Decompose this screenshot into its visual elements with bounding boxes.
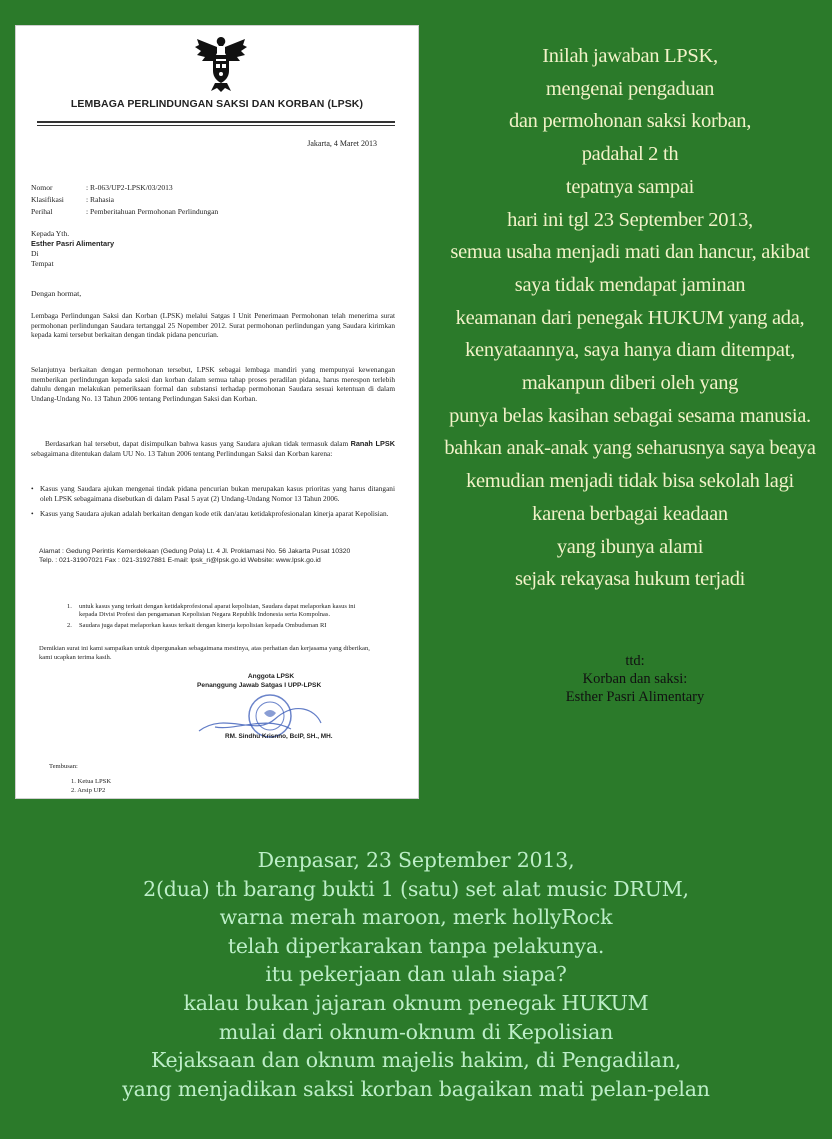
note-text: Saudara juga dapat melaporkan kasus terkait dengan kinerja kepolisian kepada Ombudsman RI bbox=[79, 621, 327, 629]
letter-document bbox=[15, 25, 419, 799]
statement-line: mulai dari oknum-oknum di Kepolisian bbox=[218, 1019, 614, 1044]
commentary-line: kemudian menjadi tidak bisa sekolah lagi bbox=[466, 470, 794, 493]
ttd-name: Esther Pasri Alimentary bbox=[565, 689, 705, 705]
list-item: • Kasus yang Saudara ajukan adalah berkaitan dengan kode etik dan/atau ketidakprofesionalan kinerja aparat Kepolisian. bbox=[31, 509, 395, 519]
commentary-line: karena berbagai keadaan bbox=[532, 502, 728, 525]
meta-key: Perihal bbox=[31, 207, 53, 216]
salutation: Dengan hormat, bbox=[31, 289, 82, 298]
recipient-greeting: Kepada Yth. bbox=[31, 229, 70, 238]
statement-line: warna merah maroon, merk hollyRock bbox=[219, 905, 613, 930]
notes-list bbox=[67, 603, 367, 632]
commentary-line: semua usaha menjadi mati dan hancur, akibat bbox=[450, 241, 810, 264]
address-line: Alamat : Gedung Perintis Kemerdekaan (Gedung Pola) Lt. 4 Jl. Proklamasi No. 56 Jakarta Pusat 10320 bbox=[39, 548, 351, 555]
garuda-emblem-icon bbox=[193, 33, 249, 93]
list-item bbox=[67, 603, 367, 620]
cc-item: 2. Arsip UP2 bbox=[71, 786, 106, 794]
header-divider bbox=[37, 121, 395, 126]
commentary-line: dan permohonan saksi korban, bbox=[508, 110, 752, 133]
contact-line: Telp. : 021-31907021 Fax : 021-31927881 E-mail: lpsk_ri@lpsk.go.id Website: www.lpsk.go.id bbox=[39, 557, 321, 565]
recipient-block bbox=[31, 229, 114, 269]
cc-block bbox=[49, 763, 111, 796]
commentary-line: yang ibunya alami bbox=[556, 535, 704, 558]
sign-title-2: Penanggung Jawab Satgas I UPP-LPSK bbox=[197, 681, 322, 689]
cc-title: Tembusan: bbox=[49, 763, 78, 770]
statement-line: itu pekerjaan dan ulah siapa? bbox=[265, 962, 567, 987]
commentary-line: mengenai pengaduan bbox=[545, 77, 715, 100]
statement-line: telah diperkarakan tanpa pelakunya. bbox=[227, 933, 605, 958]
recipient-name: Esther Pasri Alimentary bbox=[31, 239, 115, 249]
right-commentary bbox=[438, 40, 822, 596]
bottom-statement bbox=[0, 846, 832, 1103]
note-number: 1. bbox=[67, 603, 72, 610]
meta-key: Klasifikasi bbox=[31, 195, 64, 204]
meta-row-nomor bbox=[31, 183, 173, 193]
ttd-role: Korban dan saksi: bbox=[582, 671, 688, 687]
recipient-place: Tempat bbox=[31, 258, 54, 268]
commentary-line: punya belas kasihan sebagai sesama manusia. bbox=[449, 404, 811, 427]
note-text: untuk kasus yang terkait dengan ketidakprofesional aparat kepolisian, Saudara dapat melaporkan kasus ini kepada Divisi Profesi dan pengamanan Kepolisian Negara Republik Indonesia serta Kompolnas. bbox=[79, 603, 356, 619]
statement-line: yang menjadikan saksi korban bagaikan mati pelan-pelan bbox=[122, 1076, 710, 1101]
commentary-line: padahal 2 th bbox=[581, 143, 679, 166]
sign-title-1: Anggota LPSK bbox=[247, 673, 295, 680]
commentary-line: keamanan dari penegak HUKUM yang ada, bbox=[455, 306, 805, 329]
meta-value: : Pemberitahuan Permohonan Perlindungan bbox=[86, 207, 219, 216]
reason-list bbox=[31, 484, 395, 525]
cc-item: 1. Ketua LPSK bbox=[71, 777, 112, 785]
paragraph-3-bold: Ranah LPSK bbox=[350, 439, 395, 448]
statement-line: Denpasar, 23 September 2013, bbox=[257, 848, 575, 872]
statement-line: kalau bukan jajaran oknum penegak HUKUM bbox=[183, 990, 649, 1015]
list-item bbox=[67, 622, 367, 630]
place-date: Jakarta, 4 Maret 2013 bbox=[307, 139, 377, 148]
ttd-label: ttd: bbox=[625, 653, 645, 669]
paragraph-2: Selanjutnya berkaitan dengan permohonan tersebut, LPSK sebagai lembaga mandiri yang mempunyai kewenangan memberikan perlindungan kepada saksi dan korban dalam semua tahap proses peradilan pidana, harus merespon terlebih dahulu dengan melakukan pemeriksaan formal dan substansi terhadap permohonan Saudara sesuai ketentuan di dalam Undang-Undang No. 13 Tahun 2006 tentang Perlindungan Saksi dan Korban. bbox=[31, 365, 395, 403]
list-item: • Kasus yang Saudara ajukan mengenai tindak pidana pencurian bukan merupakan kasus prioritas yang harus ditangani oleh LPSK sebagaimana disebutkan di dalam Pasal 5 ayat (2) Undang-Undang Nomor 13 Tahun 2006. bbox=[31, 484, 395, 503]
paragraph-3-text-end: sebagaimana ditentukan dalam UU No. 13 Tahun 2006 tentang Perlindungan Saksi dan Korban karena: bbox=[31, 448, 333, 458]
meta-value: : R-063/UP2-LPSK/03/2013 bbox=[86, 183, 173, 192]
meta-value: : Rahasia bbox=[86, 195, 115, 204]
note-number: 2. bbox=[67, 621, 72, 629]
commentary-line: saya tidak mendapat jaminan bbox=[514, 273, 746, 296]
commentary-line: kenyataannya, saya hanya diam ditempat, bbox=[465, 339, 795, 362]
statement-line: Kejaksaan dan oknum majelis hakim, di Pengadilan, bbox=[150, 1048, 682, 1073]
meta-row-klasifikasi bbox=[31, 195, 114, 205]
statement-line: 2(dua) th barang bukti 1 (satu) set alat music DRUM, bbox=[143, 876, 689, 901]
meta-key: Nomor bbox=[31, 183, 53, 192]
recipient-di: Di bbox=[31, 248, 39, 258]
commentary-line: tepatnya sampai bbox=[565, 175, 695, 198]
address-block bbox=[39, 547, 399, 565]
organization-title: LEMBAGA PERLINDUNGAN SAKSI DAN KORBAN (LPSK) bbox=[70, 98, 364, 110]
commentary-line: hari ini tgl 23 September 2013, bbox=[507, 208, 753, 231]
commentary-line: bahkan anak-anak yang seharusnya saya beaya bbox=[444, 437, 816, 460]
signature-note bbox=[520, 652, 750, 706]
closing-paragraph: Demikian surat ini kami sampaikan untuk dipergunakan sebagaimana mestinya, atas perhatian dan kerjasama yang diberikan, kami ucapkan terima kasih. bbox=[39, 645, 370, 661]
meta-row-perihal bbox=[31, 207, 218, 217]
signer-name: RM. Sindhu Krisnno, BcIP, SH., MH. bbox=[225, 733, 333, 740]
signature-title-block bbox=[197, 673, 397, 690]
commentary-line: sejak rekayasa hukum terjadi bbox=[514, 568, 746, 591]
paragraph-3 bbox=[31, 439, 395, 458]
commentary-line: makanpun diberi oleh yang bbox=[521, 372, 739, 395]
paragraph-3-text: Berdasarkan hal tersebut, dapat disimpulkan bahwa kasus yang Saudara ajukan tidak termasuk dalam bbox=[45, 439, 351, 448]
commentary-line: Inilah jawaban LPSK, bbox=[542, 45, 718, 67]
paragraph-1: Lembaga Perlindungan Saksi dan Korban (LPSK) melalui Satgas I Unit Penerimaan Permohonan telah menerima surat permohonan perlindungan Saudara tertanggal 25 Nopember 2012. Surat permohonan perlindungan yang Saudara kirimkan kepada kami tersebut berkaitan dengan tindak pidana pencurian. bbox=[31, 311, 395, 340]
